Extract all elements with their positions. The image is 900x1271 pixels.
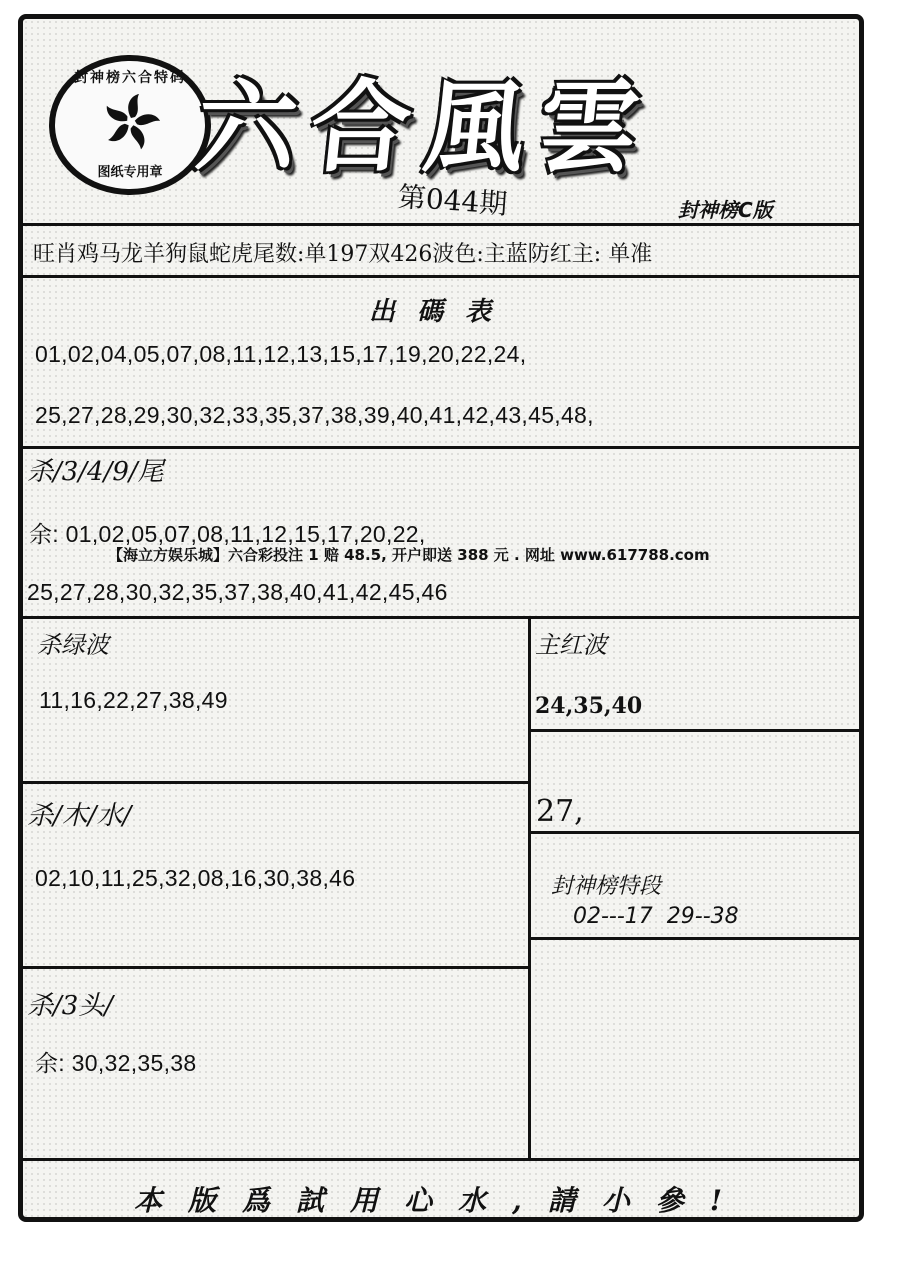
seal-stamp <box>49 55 211 195</box>
kill-elements-label: 杀/木/水/ <box>27 801 132 831</box>
kill-green-values: 11,16,22,27,38,49 <box>39 687 228 713</box>
divider <box>23 223 859 226</box>
lottery-sheet <box>18 14 864 1222</box>
footer-note: 本版爲試用心水,請小參! <box>133 1184 749 1217</box>
ad-banner: 【海立方娱乐城】六合彩投注 1 赔 48.5, 开户即送 388 元 . 网址 www.617788.com <box>108 546 710 564</box>
version-label: 封神榜C版 <box>678 198 773 222</box>
divider <box>529 729 859 732</box>
seal-bottom-text: 图纸专用章 <box>97 165 163 180</box>
kill-head-label: 杀/3头/ <box>27 991 114 1021</box>
kill-tail-rest-2: 25,27,28,30,32,35,37,38,40,41,42,45,46 <box>27 579 448 605</box>
bauhinia-flower-icon <box>100 91 162 153</box>
divider <box>529 937 859 940</box>
divider <box>23 446 859 449</box>
kill-tail-rest-1: 余: 01,02,05,07,08,11,12,15,17,20,22, <box>29 521 426 547</box>
column-divider <box>528 616 531 1160</box>
special-values: 02---17 29--38 <box>573 904 739 929</box>
divider <box>23 616 859 619</box>
chuma-row-2: 25,27,28,29,30,32,33,35,37,38,39,40,41,42,43,45,48, <box>35 402 594 428</box>
kill-elements-values: 02,10,11,25,32,08,16,30,38,46 <box>35 865 356 891</box>
page-title: 六合風雲 <box>190 68 660 186</box>
main-red-label: 主红波 <box>535 631 607 659</box>
chuma-title: 出碼表 <box>368 297 513 327</box>
single-number: 27, <box>536 794 584 829</box>
kill-tail-label: 杀/3/4/9/尾 <box>27 457 164 487</box>
kill-green-label: 杀绿波 <box>37 631 109 659</box>
kill-head-values: 余: 30,32,35,38 <box>35 1050 197 1076</box>
seal-ring-text: 封神榜六合特码 <box>74 70 186 86</box>
info-line: 旺肖鸡马龙羊狗鼠蛇虎尾数:单197双426波色:主蓝防红主: 单准 <box>33 242 653 267</box>
special-label: 封神榜特段 <box>551 874 662 899</box>
divider <box>23 275 859 278</box>
divider <box>23 966 529 969</box>
divider <box>23 781 529 784</box>
issue-number: 第044期 <box>396 180 509 221</box>
main-red-values: 24,35,40 <box>535 693 643 719</box>
divider <box>529 831 859 834</box>
divider <box>23 1158 859 1161</box>
chuma-row-1: 01,02,04,05,07,08,11,12,13,15,17,19,20,22,24, <box>35 341 527 367</box>
